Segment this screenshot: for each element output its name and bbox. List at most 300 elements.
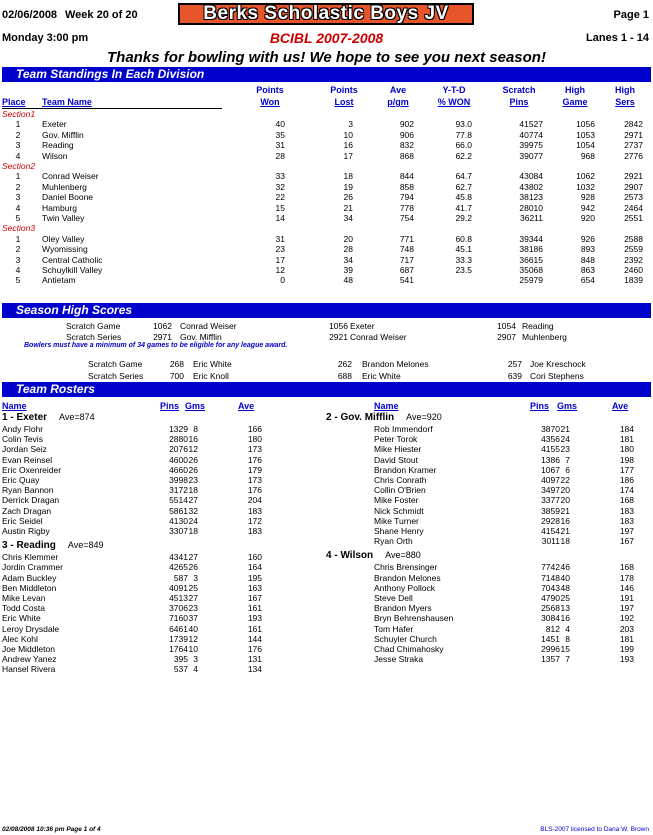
roster-player-pins: 4600 xyxy=(169,454,188,465)
roster-player-pins: 4341 xyxy=(169,552,188,563)
standings-cell: 968 xyxy=(580,150,595,161)
standings-row xyxy=(0,140,653,150)
standings-cell: 2737 xyxy=(624,140,643,151)
section-label: Section3 xyxy=(2,223,36,234)
standings-cell: 2 xyxy=(15,181,21,192)
roster-player-average: 134 xyxy=(247,664,262,675)
team-high-team: Muhlenberg xyxy=(522,332,567,342)
standings-cell: 35068 xyxy=(519,265,543,275)
standings-cell: 21 xyxy=(343,202,353,213)
standings-cell: 3 xyxy=(348,119,353,130)
roster-player-games: 6 xyxy=(565,464,570,475)
roster-team-name: 2 - Gov. Mifflin xyxy=(326,412,395,423)
roster-player-pins: 7148 xyxy=(541,572,560,583)
roster-player-average: 173 xyxy=(247,444,262,455)
standings-cell: 1 xyxy=(15,171,21,182)
roster-team-name: 3 - Reading xyxy=(2,540,56,552)
standings-cell: Conrad Weiser xyxy=(42,171,99,182)
standings-row xyxy=(0,244,653,254)
standings-row xyxy=(0,265,653,275)
roster-player-pins: 2880 xyxy=(169,434,188,445)
standings-cell: 893 xyxy=(580,244,595,255)
roster-team-average: Ave=920 xyxy=(406,412,442,422)
roster-player-pins: 3706 xyxy=(169,603,188,614)
standings-row xyxy=(0,130,653,140)
standings-cell: 920 xyxy=(580,213,595,223)
standings-cell: 2551 xyxy=(624,213,643,223)
standings-col-head: % WON xyxy=(437,97,471,107)
roster-player-name: Jesse Straka xyxy=(374,654,424,665)
standings-cell: 66.0 xyxy=(455,140,472,151)
roster-player-pins: 3859 xyxy=(541,505,560,516)
standings-cell: 942 xyxy=(580,202,595,213)
roster-player-name: Zach Dragan xyxy=(2,505,52,516)
individual-high-score: 688 xyxy=(337,371,352,381)
roster-player-average: 204 xyxy=(247,495,262,506)
standings-cell: 62.2 xyxy=(455,150,472,161)
standings-cell: 23.5 xyxy=(455,265,472,275)
standings-cell: 2776 xyxy=(624,150,643,161)
roster-player-pins: 3307 xyxy=(169,526,188,536)
roster-player-games: 24 xyxy=(560,434,570,445)
roster-player-average: 197 xyxy=(619,526,634,536)
standings-cell: 93.0 xyxy=(455,119,472,130)
roster-player-name: Chris Klemmer xyxy=(2,552,59,563)
standings-cell: 28010 xyxy=(519,202,543,213)
roster-player-average: 131 xyxy=(247,654,262,665)
standings-cell: 5 xyxy=(15,275,21,286)
roster-player-average: 198 xyxy=(619,454,634,465)
roster-player-name: Brandon Melones xyxy=(374,572,441,583)
standings-row xyxy=(0,119,653,129)
individual-high-bowler: Eric Knoll xyxy=(193,371,229,381)
standings-cell: 39 xyxy=(343,265,353,275)
standings-cell: 16 xyxy=(343,140,353,151)
roster-player-games: 22 xyxy=(560,475,570,485)
standings-cell: 32 xyxy=(275,181,285,192)
roster-player-name: Mike Hiester xyxy=(374,444,422,455)
standings-cell: 4 xyxy=(15,150,21,161)
footer-license: BLS-2007 licensed to Dana W. Brown xyxy=(540,826,649,833)
standings-cell: 2573 xyxy=(624,192,643,203)
roster-player-pins: 3998 xyxy=(169,475,188,485)
standings-cell: 28 xyxy=(275,150,285,161)
standings-cell: 654 xyxy=(580,275,595,286)
roster-player-average: 183 xyxy=(247,505,262,516)
individual-high-bowler: Cori Stephens xyxy=(530,371,584,381)
standings-cell: 40 xyxy=(275,119,285,130)
standings-cell: 34 xyxy=(343,254,353,265)
standings-cell: 48 xyxy=(343,275,353,286)
standings-col-head-top: Y-T-D xyxy=(442,85,466,95)
standings-col-head: p/gm xyxy=(387,97,409,107)
standings-cell: 22 xyxy=(275,192,285,203)
standings-col-head: Team Name xyxy=(42,97,92,107)
roster-player-pins: 3084 xyxy=(541,613,560,624)
team-high-team: Reading xyxy=(522,321,554,331)
standings-col-head-top: Scratch xyxy=(502,85,536,95)
roster-player-games: 7 xyxy=(565,454,570,465)
roster-player-games: 46 xyxy=(560,562,570,573)
standings-cell: 60.8 xyxy=(455,233,472,244)
roster-player-average: 179 xyxy=(247,464,262,475)
roster-player-name: Chad Chimahosky xyxy=(374,644,444,654)
standings-cell: 36615 xyxy=(519,254,543,265)
roster-player-pins: 6461 xyxy=(169,623,188,634)
roster-team-heading xyxy=(2,412,95,423)
standings-cell: 2907 xyxy=(624,181,643,192)
roster-player-pins: 2568 xyxy=(541,603,560,614)
roster-player-name: Brandon Myers xyxy=(374,603,432,614)
standings-cell: 39975 xyxy=(519,140,543,151)
standings-cell: 2588 xyxy=(624,233,643,244)
roster-player-games: 32 xyxy=(188,505,198,516)
standings-cell: Reading xyxy=(42,140,74,151)
roster-player-name: Eric White xyxy=(2,613,41,624)
roster-player-pins: 2928 xyxy=(541,515,560,526)
standings-cell: 31 xyxy=(275,233,285,244)
standings-row xyxy=(0,171,653,181)
roster-player-average: 183 xyxy=(619,515,634,526)
standings-cell: 2921 xyxy=(624,171,643,182)
standings-cell: 33 xyxy=(275,171,285,182)
roster-player-name: Rob Immendorf xyxy=(374,424,433,434)
roster-player-games: 18 xyxy=(188,485,198,496)
standings-cell: 858 xyxy=(399,181,414,192)
roster-player-average: 181 xyxy=(619,434,634,445)
roster-player-name: Bryn Behrenshausen xyxy=(374,613,454,624)
roster-col-ave: Ave xyxy=(238,401,255,411)
individual-high-score: 639 xyxy=(507,371,522,381)
standings-cell: 1054 xyxy=(576,140,595,151)
standings-cell: Hamburg xyxy=(42,202,77,213)
individual-high-score: 257 xyxy=(507,359,522,369)
roster-player-pins: 1357 xyxy=(541,654,560,665)
roster-player-pins: 537 xyxy=(173,664,188,675)
roster-team-average: Ave=849 xyxy=(67,540,104,551)
standings-cell: 1839 xyxy=(624,275,643,286)
roster-player-games: 26 xyxy=(188,454,198,465)
standings-cell: 794 xyxy=(399,192,414,203)
roster-player-pins: 3870 xyxy=(541,424,560,434)
roster-player-pins: 2996 xyxy=(541,644,560,654)
roster-player-pins: 3011 xyxy=(541,536,560,547)
roster-player-pins: 587 xyxy=(173,572,188,583)
roster-player-pins: 4513 xyxy=(169,593,188,603)
roster-player-average: 168 xyxy=(619,562,634,573)
roster-player-average: 161 xyxy=(247,603,262,614)
roster-player-average: 181 xyxy=(619,633,634,644)
roster-player-games: 27 xyxy=(188,495,198,506)
roster-player-average: 167 xyxy=(247,593,262,603)
standings-cell: 39344 xyxy=(519,233,543,244)
standings-cell: 41.7 xyxy=(455,202,472,213)
roster-player-pins: 395 xyxy=(173,654,188,665)
roster-player-games: 18 xyxy=(560,536,570,547)
league-title: BCIBL 2007-2008 xyxy=(269,30,384,46)
roster-player-games: 16 xyxy=(188,434,198,445)
roster-player-name: Mike Foster xyxy=(374,495,419,506)
roster-player-average: 184 xyxy=(619,424,634,434)
roster-player-games: 7 xyxy=(565,654,570,665)
individual-high-score: 268 xyxy=(169,359,184,369)
roster-player-name: Jordan Seiz xyxy=(2,444,47,455)
standings-col-head: Place xyxy=(2,97,26,107)
team-high-score: 2971 xyxy=(153,332,172,342)
roster-player-pins: 4356 xyxy=(541,434,560,445)
roster-player-average: 203 xyxy=(619,623,634,634)
standings-col-head: Sers xyxy=(615,97,635,107)
standings-cell: 2842 xyxy=(624,119,643,130)
roster-player-name: Steve Dell xyxy=(374,593,413,603)
roster-player-name: Peter Torok xyxy=(374,434,418,445)
roster-player-average: 183 xyxy=(247,526,262,536)
standings-row xyxy=(0,213,653,223)
roster-player-pins: 1386 xyxy=(541,454,560,465)
roster-player-games: 27 xyxy=(188,552,198,563)
roster-player-pins: 3377 xyxy=(541,495,560,506)
standings-cell: 33.3 xyxy=(455,254,472,265)
team-high-score: 1056 xyxy=(329,321,348,331)
standings-row xyxy=(0,182,653,192)
standings-cell: 2559 xyxy=(624,244,643,255)
roster-player-games: 21 xyxy=(560,424,570,434)
standings-cell: 928 xyxy=(580,192,595,203)
standings-cell: 868 xyxy=(399,150,414,161)
roster-player-name: Ryan Bannon xyxy=(2,485,54,496)
standings-cell: Daniel Boone xyxy=(42,192,94,203)
standings-cell: 35 xyxy=(275,129,285,140)
standings-cell: 40774 xyxy=(519,129,543,140)
roster-player-average: 186 xyxy=(619,475,634,485)
roster-player-average: 177 xyxy=(619,464,634,475)
standings-cell: 18 xyxy=(343,171,353,182)
individual-high-label: Scratch Series xyxy=(88,371,144,381)
standings-col-head-top: Points xyxy=(256,85,284,95)
lanes-label: Lanes 1 - 14 xyxy=(586,32,649,44)
roster-player-average: 174 xyxy=(619,485,634,496)
roster-team-name: 4 - Wilson xyxy=(326,550,374,562)
standings-cell: 34 xyxy=(343,213,353,223)
roster-team-average: Ave=880 xyxy=(385,550,421,561)
standings-col-head: Game xyxy=(562,97,588,107)
standings-cell: 25979 xyxy=(519,275,543,286)
standings-cell: 748 xyxy=(399,244,414,255)
roster-player-games: 16 xyxy=(560,515,570,526)
standings-cell: Exeter xyxy=(42,119,67,130)
standings-cell: 29.2 xyxy=(455,213,472,223)
roster-player-name: Derrick Dragan xyxy=(2,495,60,506)
standings-cell: 844 xyxy=(399,171,414,182)
roster-player-name: Andy Flohr xyxy=(2,424,44,434)
roster-player-average: 164 xyxy=(247,562,262,573)
individual-high-score: 700 xyxy=(169,371,184,381)
roster-player-games: 40 xyxy=(188,623,198,634)
standings-cell: 17 xyxy=(275,254,285,265)
standings-cell: 43084 xyxy=(519,171,543,182)
roster-player-name: Todd Costa xyxy=(2,603,45,614)
standings-cell: 38186 xyxy=(519,244,543,255)
standings-cell: 4 xyxy=(15,265,21,275)
roster-player-name: Evan Reinsel xyxy=(2,454,53,465)
roster-player-pins: 4154 xyxy=(541,526,560,536)
standings-cell: Twin Valley xyxy=(42,213,85,223)
standings-cell: 62.7 xyxy=(455,181,472,192)
individual-high-bowler: Eric White xyxy=(193,359,232,369)
roster-player-name: Mike Turner xyxy=(374,515,419,526)
standings-cell: 1 xyxy=(15,233,21,244)
roster-player-pins: 812 xyxy=(545,623,560,634)
team-high-score: 1054 xyxy=(497,321,516,331)
standings-cell: Central Catholic xyxy=(42,254,103,265)
roster-player-games: 12 xyxy=(188,633,198,644)
team-high-score: 2921 xyxy=(329,332,348,342)
roster-player-games: 4 xyxy=(565,623,570,634)
roster-player-games: 8 xyxy=(193,424,198,434)
team-high-label: Scratch Game xyxy=(66,321,121,331)
standings-cell: 0 xyxy=(280,275,285,286)
report-date: 02/06/2008 xyxy=(2,9,58,21)
section-label: Section2 xyxy=(2,161,36,171)
team-high-label: Scratch Series xyxy=(66,332,122,342)
individual-high-bowler: Eric White xyxy=(362,371,401,381)
standings-cell: 2460 xyxy=(624,265,643,275)
roster-player-games: 12 xyxy=(188,444,198,455)
roster-player-name: Chris Conrath xyxy=(374,475,427,485)
standings-cell: 1053 xyxy=(576,129,595,140)
standings-cell: 3 xyxy=(15,140,21,151)
roster-player-games: 23 xyxy=(560,444,570,455)
roster-player-average: 180 xyxy=(619,444,634,455)
roster-player-name: Eric Quay xyxy=(2,475,40,485)
roster-player-name: Jordin Crammer xyxy=(2,562,63,573)
roster-player-average: 199 xyxy=(619,644,634,654)
roster-player-name: Joe Middleton xyxy=(2,644,55,654)
roster-team-heading xyxy=(326,550,421,561)
roster-player-average: 166 xyxy=(247,424,262,434)
standings-cell: 926 xyxy=(580,233,595,244)
roster-player-average: 161 xyxy=(247,623,262,634)
standings-cell: Wyomissing xyxy=(42,244,88,255)
roster-col-pins: Pins xyxy=(530,401,550,411)
team-high-score: 2907 xyxy=(497,332,516,342)
standings-cell: 26 xyxy=(343,192,353,203)
roster-player-pins: 5861 xyxy=(169,505,188,516)
roster-player-games: 15 xyxy=(560,644,570,654)
standings-cell: 45.1 xyxy=(455,244,472,255)
roster-player-average: 168 xyxy=(619,495,634,506)
roster-player-games: 25 xyxy=(560,593,570,603)
standings-cell: 23 xyxy=(275,244,285,255)
standings-cell: 863 xyxy=(580,265,595,275)
standings-cell: 687 xyxy=(399,265,414,275)
team-high-team: Exeter xyxy=(350,321,375,331)
standings-cell: 19 xyxy=(343,181,353,192)
roster-player-games: 48 xyxy=(560,582,570,593)
standings-cell: 17 xyxy=(343,150,353,161)
roster-player-games: 13 xyxy=(560,603,570,614)
roster-player-games: 23 xyxy=(188,475,198,485)
standings-cell: 12 xyxy=(275,265,285,275)
roster-player-name: Brandon Kramer xyxy=(374,464,437,475)
roster-player-name: Eric Oxenreider xyxy=(2,464,62,475)
team-high-team: Conrad Weiser xyxy=(180,321,237,331)
standings-col-head-top: High xyxy=(615,85,635,95)
roster-player-games: 16 xyxy=(560,613,570,624)
roster-player-pins: 1067 xyxy=(541,464,560,475)
team-high-team: Gov. Mifflin xyxy=(180,332,222,342)
standings-cell: 10 xyxy=(343,129,353,140)
standings-row xyxy=(0,203,653,213)
standings-cell: 754 xyxy=(399,213,414,223)
standings-cell: 20 xyxy=(343,233,353,244)
roster-player-pins: 1451 xyxy=(541,633,560,644)
standings-cell: Wilson xyxy=(42,150,68,161)
roster-player-pins: 4091 xyxy=(169,582,188,593)
league-brand-logo: Berks Scholastic Boys JV xyxy=(178,3,474,25)
roster-player-name: Adam Buckley xyxy=(2,572,57,583)
standings-cell: 64.7 xyxy=(455,171,472,182)
roster-player-name: Shane Henry xyxy=(374,526,424,536)
season-high-title-bar: Season High Scores xyxy=(2,303,651,318)
roster-player-average: 193 xyxy=(619,654,634,665)
standings-cell: 2 xyxy=(15,244,21,255)
roster-player-games: 40 xyxy=(560,572,570,583)
standings-cell: 14 xyxy=(275,213,285,223)
footer-timestamp: 02/08/2008 10:36 pm Page 1 of 4 xyxy=(2,826,101,833)
roster-player-name: Chris Brensinger xyxy=(374,562,438,573)
roster-player-name: Schuyler Church xyxy=(374,633,437,644)
team-high-score: 1062 xyxy=(153,321,172,331)
standings-cell: 15 xyxy=(275,202,285,213)
standings-cell: 832 xyxy=(399,140,414,151)
standings-col-head-top: Ave xyxy=(389,85,407,95)
standings-cell: 778 xyxy=(399,202,414,213)
roster-player-name: Austin Rigby xyxy=(2,526,50,536)
roster-player-games: 24 xyxy=(188,515,198,526)
roster-col-gms: Gms xyxy=(557,401,578,411)
rosters-title-bar: Team Rosters xyxy=(2,382,651,397)
roster-player-games: 37 xyxy=(188,613,198,624)
roster-player-name: Eric Seidel xyxy=(2,515,43,526)
roster-player-pins: 4660 xyxy=(169,464,188,475)
standings-cell: 541 xyxy=(399,275,414,286)
roster-col-name: Name xyxy=(2,401,27,411)
individual-high-label: Scratch Game xyxy=(88,359,143,369)
roster-player-pins: 4155 xyxy=(541,444,560,455)
roster-player-pins: 1329 xyxy=(169,424,188,434)
roster-player-name: Tom Hafer xyxy=(374,623,414,634)
standings-cell: 1 xyxy=(15,119,21,130)
roster-player-pins: 4265 xyxy=(169,562,188,573)
standings-col-head: Won xyxy=(260,97,280,107)
roster-player-average: 191 xyxy=(619,593,634,603)
standings-cell: 5 xyxy=(15,213,21,223)
roster-player-games: 21 xyxy=(560,526,570,536)
roster-player-average: 173 xyxy=(247,475,262,485)
standings-cell: 28 xyxy=(343,244,353,255)
roster-player-average: 163 xyxy=(247,582,262,593)
eligibility-note: Bowlers must have a minimum of 34 games to be eligible for any league award. xyxy=(24,342,288,349)
roster-player-games: 8 xyxy=(565,633,570,644)
standings-cell: Antietam xyxy=(42,275,76,286)
roster-player-average: 172 xyxy=(247,515,262,526)
standings-cell: 43802 xyxy=(519,181,543,192)
standings-cell: 771 xyxy=(399,233,414,244)
roster-player-average: 180 xyxy=(247,434,262,445)
roster-player-pins: 4097 xyxy=(541,475,560,485)
standings-row xyxy=(0,234,653,244)
